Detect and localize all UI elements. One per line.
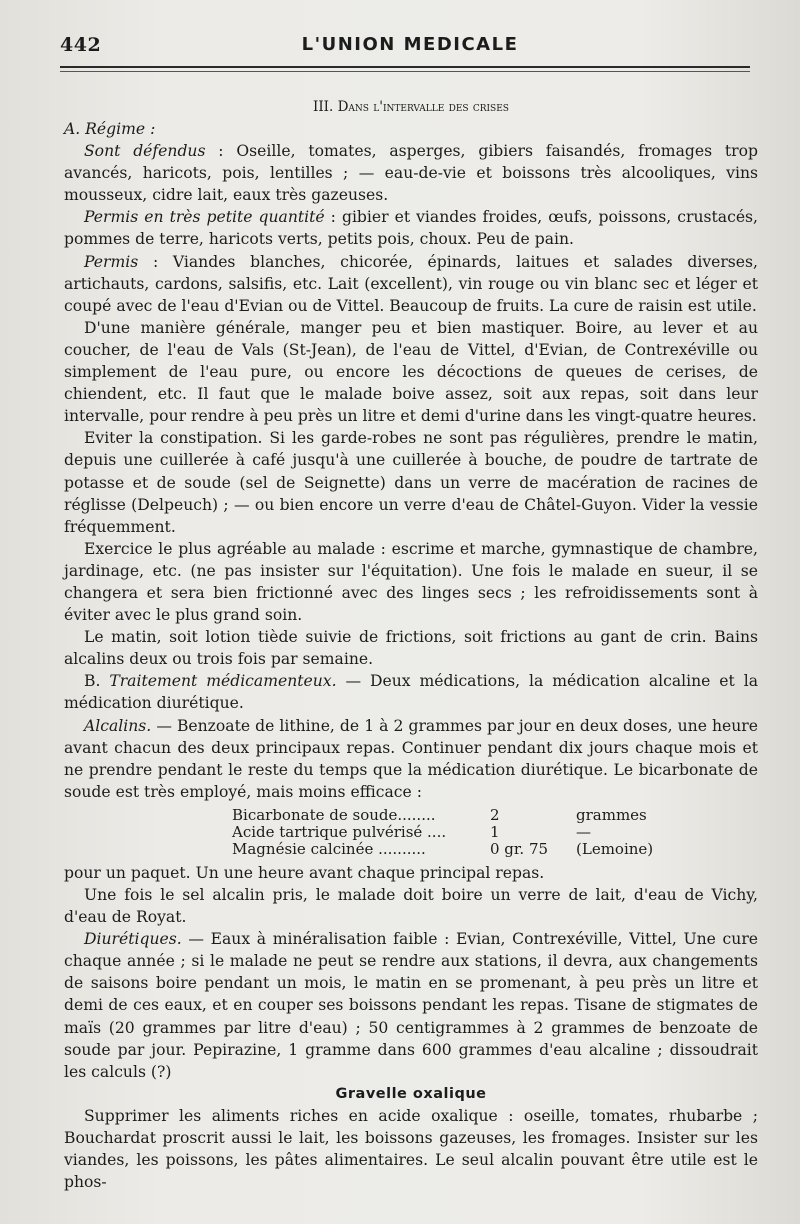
- page-body: [64, 96, 758, 1193]
- label-petite-quantite: Permis en très petite quantité: [84, 208, 325, 227]
- paragraph-permis: Permis : Viandes blanches, chicorée, épinards, laitues et salades diverses, artichauts, cardons, salsifis, etc. Lait (excellent), vin rouge ou vin blanc sec et léger et coupé avec de l'eau d'Evian ou de Vittel. Beaucoup de fruits. La cure de raisin est utile.: [64, 252, 758, 315]
- paragraph-exercice: Exercice le plus agréable au malade : escrime et marche, gymnastique de chambre, jardinage, etc. (ne pas insister sur l'équitation). Une fois le malade en sueur, il se changera et sera bien frictionné avec des linges secs ; les refroidissements sont à éviter avec le plus grand soin.: [64, 539, 758, 625]
- formula-row: Acide tartrique pulvérisé .... 1 —: [232, 822, 591, 841]
- paragraph-generale: D'une manière générale, manger peu et bien mastiquer. Boire, au lever et au coucher, de l'eau de Vals (St-Jean), de l'eau de Vittel, d'Evian, de Contrexéville ou simplement de l'eau pure, ou encore les décoctions de queues de cerises, de chiendent, etc. Il faut que le malade boive assez, soit aux repas, soit dans leur intervalle, pour rendre à peu près un litre et demi d'urine dans les vingt-quatre heures.: [64, 318, 758, 426]
- paragraph-traitement: B. Traitement médicamenteux. — Deux médications, la médication alcaline et la médication diurétique.: [64, 672, 758, 713]
- prescription-formula: [232, 807, 758, 858]
- formula-quantity: 1: [490, 822, 500, 841]
- label-traitement: Traitement médicamenteux.: [109, 672, 337, 691]
- label-diuretiques: Diurétiques.: [84, 930, 182, 949]
- paragraph-constipation: Eviter la constipation. Si les garde-robes ne sont pas régulières, prendre le matin, depuis une cuillerée à café jusqu'à une cuillerée à bouche, de poudre de tartrate de potasse et de soude (sel de Seignette) dans un verre de macération de racines de réglisse (Delpeuch) ; — ou bien encore un verre d'eau de Châtel-Guyon. Vider la vessie fréquemment.: [64, 429, 758, 536]
- formula-ingredient: Bicarbonate de soude........: [232, 805, 436, 824]
- formula-row: Magnésie calcinée .......... 0 gr. 75 (Lemoine): [232, 839, 654, 858]
- page-header: [60, 34, 760, 56]
- formula-ingredient: Acide tartrique pulvérisé ....: [232, 822, 447, 841]
- formula-quantity: 0 gr. 75: [490, 839, 549, 858]
- paragraph-defendus: Sont défendus : Oseille, tomates, asperges, gibiers faisandés, fromages trop avancés, haricots, pois, lentilles ; — eau-de-vie et boissons très alcooliques, vins mousseux, cidre lait, eaux très gazeuses.: [64, 142, 758, 205]
- formula-quantity: 2: [490, 805, 500, 824]
- paragraph-diuretiques: Diurétiques. — Eaux à minéralisation faible : Evian, Contrexéville, Vittel, Une cure chaque année ; si le malade ne peut se rendre aux stations, il devra, aux changements de saisons boire pendant un mois, le matin en se promenant, à peu près un litre et demi de ces eaux, et en couper ses boissons pendant les repas. Tisane de stigmates de maïs (20 grammes par litre d'eau) ; 50 centigrammes à 2 grammes de benzoate de soude par jour. Pepirazine, 1 gramme dans 600 grammes d'eau alcaline ; dissoudrait les calculs (?): [64, 930, 758, 1081]
- formula-row: Bicarbonate de soude........ 2 grammes: [232, 805, 647, 824]
- paragraph-paquet: pour un paquet. Un une heure avant chaque principal repas.: [64, 863, 545, 882]
- label-alcalins: Alcalins.: [84, 716, 152, 735]
- header-rule: [60, 66, 750, 68]
- page-number: 442: [60, 34, 102, 56]
- paragraph-matin: Le matin, soit lotion tiède suivie de frictions, soit frictions au gant de crin. Bains alcalins deux ou trois fois par semaine.: [64, 628, 758, 669]
- formula-ingredient: Magnésie calcinée ..........: [232, 839, 426, 858]
- paragraph-petite-quantite: Permis en très petite quantité : gibier et viandes froides, œufs, poissons, crustacés, pommes de terre, haricots verts, petits pois, choux. Peu de pain.: [64, 208, 759, 249]
- subheading-gravelle-oxalique: Gravelle oxalique: [335, 1085, 487, 1102]
- label-defendus: Sont défendus: [84, 142, 206, 161]
- paragraph-alcalins: Alcalins. — Benzoate de lithine, de 1 à 2 grammes par jour en deux doses, une heure avant chacun des deux principaux repas. Continuer pendant dix jours chaque mois et ne prendre pendant le reste du temps que la médication diurétique. Le bicarbonate de soude est très employé, mais moins efficace :: [64, 716, 758, 801]
- label-permis: Permis: [84, 252, 139, 271]
- paragraph-sel-alcalin: Une fois le sel alcalin pris, le malade doit boire un verre de lait, d'eau de Vichy, d'eau de Royat.: [64, 886, 758, 927]
- header-rule-thin: [60, 71, 750, 72]
- paragraph-gravelle: Supprimer les aliments riches en acide oxalique : oseille, tomates, rhubarbe ; Bouchardat proscrit aussi le lait, les boissons gazeuses, les fromages. Insister sur les viandes, les poissons, les pâtes alimentaires. Le seul alcalin pouvant être utile est le phos-: [64, 1106, 758, 1192]
- regime-heading: A. Régime :: [64, 120, 156, 138]
- running-title: L'UNION MEDICALE: [301, 34, 519, 55]
- section-title: III. Dans l'intervalle des crises: [313, 99, 509, 115]
